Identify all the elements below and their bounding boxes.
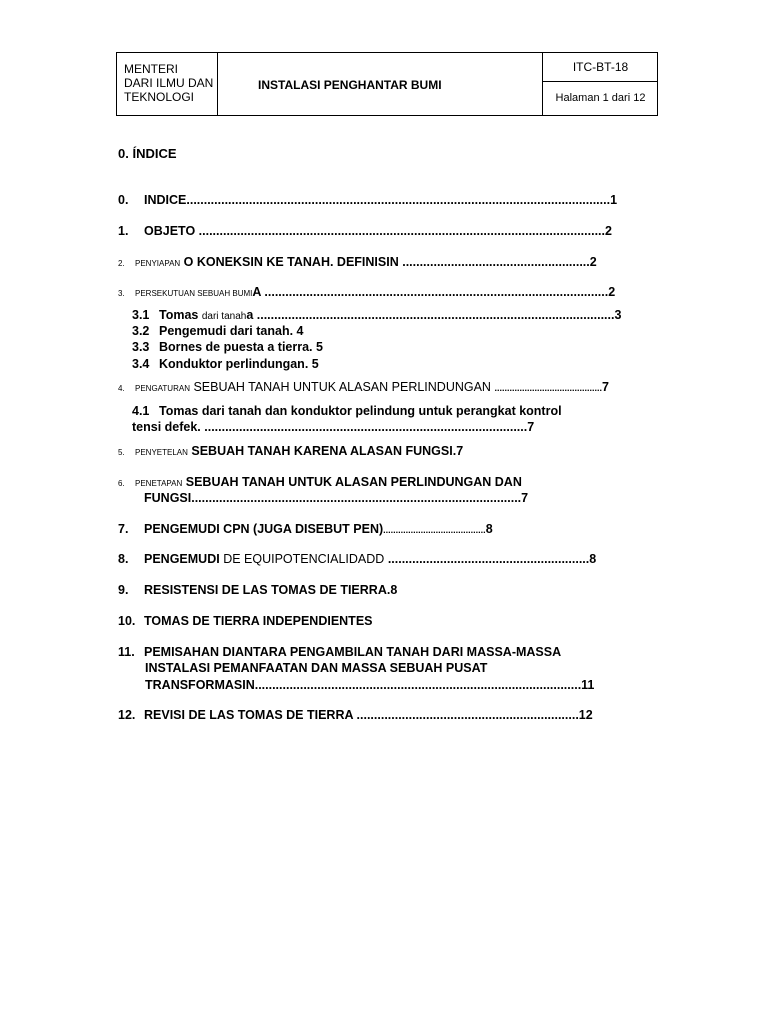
toc-entry-0[interactable] <box>118 192 658 208</box>
toc-entry-leader: .............................................................................................. <box>254 678 582 692</box>
page-number: Halaman 1 dari 12 <box>555 92 646 104</box>
toc-entry-title: A <box>252 285 265 299</box>
toc-entry-title: SEBUAH TANAH KARENA ALASAN FUNGSI. <box>187 444 457 458</box>
toc-entry-title: SEBUAH TANAH UNTUK ALASAN PERLINDUNGAN DAN <box>182 475 522 489</box>
toc-entry-small-prefix: PENGATURAN <box>135 384 190 393</box>
toc-entry-small-prefix: PERSEKUTUAN SEBUAH BUMI <box>135 289 253 298</box>
toc-entry-leader: ....................................................................................................... <box>256 308 615 322</box>
toc-entry-number: 3.2 <box>132 324 150 338</box>
toc-entry-title: Pengemudi dari tanah. <box>159 324 294 338</box>
toc-entry-page: 1 <box>610 193 618 207</box>
header-title-cell <box>218 53 543 115</box>
toc-entry-number: 8. <box>118 552 129 566</box>
toc-entry-title: INDICE <box>144 193 187 207</box>
toc-entry-number: 0. <box>118 193 129 207</box>
toc-entry-leader: ..................................................................................................................... <box>198 224 605 238</box>
toc-entry-title: PENGEMUDI CPN (JUGA DISEBUT PEN) <box>144 522 384 536</box>
toc-entry-page: 8 <box>485 522 493 536</box>
toc-entry-3-4[interactable] <box>132 356 658 372</box>
toc-entry-11-cont2[interactable] <box>145 677 658 693</box>
toc-entry-page: 11 <box>581 678 595 692</box>
toc-entry-page: 5 <box>311 357 319 371</box>
toc-entry-leader: ...................................................... <box>402 255 590 269</box>
toc-entry-leader: ............................................................................................. <box>204 420 528 434</box>
toc-entry-4-1[interactable] <box>132 403 658 419</box>
toc-entry-number: 4.1 <box>132 404 150 418</box>
toc-entry-page: 7 <box>527 420 535 434</box>
toc-entry-title: PENGEMUDI <box>144 552 224 566</box>
toc-entry-3-2[interactable] <box>132 323 658 339</box>
toc-entry-page: 7 <box>601 380 609 394</box>
toc-entry-small-prefix: PENYIAPAN <box>135 259 181 268</box>
toc-entry-page: 7 <box>456 444 464 458</box>
header-org: MENTERI DARI ILMU DAN TEKNOLOGI <box>124 62 214 104</box>
toc-entry-11-cont[interactable] <box>145 660 658 676</box>
toc-entry-3-3[interactable] <box>132 339 658 355</box>
toc-entry-title-suffix: DE EQUIPOTENCIALIDADD <box>223 552 388 566</box>
toc-entry-page: 5 <box>316 340 323 354</box>
toc-entry-title: TOMAS DE TIERRA INDEPENDIENTES <box>144 614 373 628</box>
toc-entry-title-cont: INSTALASI PEMANFAATAN DAN MASSA SEBUAH PUSAT <box>145 661 488 675</box>
toc-entry-title: O KONEKSIN KE TANAH. DEFINISIN <box>180 255 403 269</box>
toc-entry-title: Tomas <box>159 308 202 322</box>
toc-entry-number: 11. <box>118 645 135 659</box>
toc-entry-page: 2 <box>605 224 612 238</box>
toc-entry-leader: ............................................................................................... <box>191 491 522 505</box>
toc-entry-number: 3.4 <box>132 357 150 371</box>
toc-entry-4[interactable] <box>118 379 658 397</box>
toc-entry-5[interactable] <box>118 443 658 461</box>
toc-entry-page: 7 <box>521 491 529 505</box>
toc-entry-number: 10. <box>118 614 136 628</box>
toc-entry-title: REVISI DE LAS TOMAS DE TIERRA <box>144 708 357 722</box>
toc-entry-leader: ................................................................ <box>356 708 579 722</box>
toc-entry-leader: .......................................................... <box>387 552 590 566</box>
toc-entry-3[interactable] <box>118 284 666 302</box>
toc-entry-title-suffix: a <box>246 308 257 322</box>
toc-entry-title: PEMISAHAN DIANTARA PENGAMBILAN TANAH DARI MASSA-MASSA <box>144 645 562 659</box>
toc-entry-page: 2 <box>608 285 616 299</box>
toc-entry-number: 5. <box>118 448 125 457</box>
toc-entry-11[interactable] <box>118 644 658 660</box>
toc-entry-6-cont[interactable] <box>144 490 658 506</box>
toc-entry-page: 12 <box>578 708 593 722</box>
toc-entry-small-prefix: PENETAPAN <box>135 479 183 488</box>
toc-entry-title: SEBUAH TANAH UNTUK ALASAN PERLINDUNGAN <box>189 380 495 394</box>
toc-heading: 0. ÍNDICE <box>118 146 177 161</box>
toc-entry-8[interactable] <box>118 551 658 567</box>
header-org-cell <box>117 53 218 115</box>
document-code: ITC-BT-18 <box>572 60 629 74</box>
toc-entry-10[interactable] <box>118 613 658 629</box>
toc-entry-page: 8 <box>390 583 398 597</box>
toc-entry-title: Konduktor perlindungan. <box>159 357 309 371</box>
toc-entry-title-cont: tensi defek. <box>132 420 205 434</box>
toc-entry-title-cont: TRANSFORMASIN <box>145 678 255 692</box>
toc-entry-page: 4 <box>296 324 304 338</box>
toc-entry-number: 6. <box>118 479 125 488</box>
toc-entry-page: 3 <box>614 308 622 322</box>
toc-entry-title: OBJETO <box>144 224 199 238</box>
toc-entry-number: 3.1 <box>132 308 150 322</box>
toc-entry-9[interactable] <box>118 582 658 598</box>
header-meta-cell <box>543 53 658 115</box>
toc-entry-leader: .......................................................................................................................... <box>186 193 611 207</box>
toc-entry-7[interactable] <box>118 521 658 538</box>
toc-entry-title-cont: FUNGSI <box>144 491 192 505</box>
toc-entry-title: Bornes de puesta a tierra. <box>159 340 313 354</box>
toc-entry-small-prefix: PENYETELAN <box>135 448 188 457</box>
header-title: INSTALASI PENGHANTAR BUMI <box>258 78 442 92</box>
toc-entry-12[interactable] <box>118 707 658 723</box>
toc-entry-leader: ......................................... <box>383 525 486 535</box>
toc-entry-page: 8 <box>589 552 597 566</box>
toc-entry-4-1-cont[interactable] <box>132 419 658 435</box>
toc-entry-number: 3.3 <box>132 340 150 354</box>
header-table <box>116 52 658 116</box>
toc-entry-small-text: dari tanah <box>201 311 247 322</box>
toc-entry-page: 2 <box>589 255 597 269</box>
toc-entry-leader: ................................................................................................... <box>264 285 609 299</box>
toc-entry-number: 4. <box>118 384 125 393</box>
toc-entry-1[interactable] <box>118 223 658 239</box>
toc-entry-number: 3. <box>118 289 125 298</box>
toc-entry-number: 2. <box>118 259 125 268</box>
toc-entry-2[interactable] <box>118 254 658 272</box>
toc-entry-number: 7. <box>118 522 129 536</box>
toc-entry-number: 12. <box>118 708 136 722</box>
toc-entry-leader: ........................................... <box>494 383 602 393</box>
toc-entry-title: RESISTENSI DE LAS TOMAS DE TIERRA. <box>144 583 391 597</box>
toc-entry-title: Tomas dari tanah dan konduktor pelindung untuk perangkat kontrol <box>159 404 562 418</box>
toc-entry-number: 9. <box>118 583 129 597</box>
header-divider <box>543 81 658 82</box>
toc-entry-number: 1. <box>118 224 129 238</box>
